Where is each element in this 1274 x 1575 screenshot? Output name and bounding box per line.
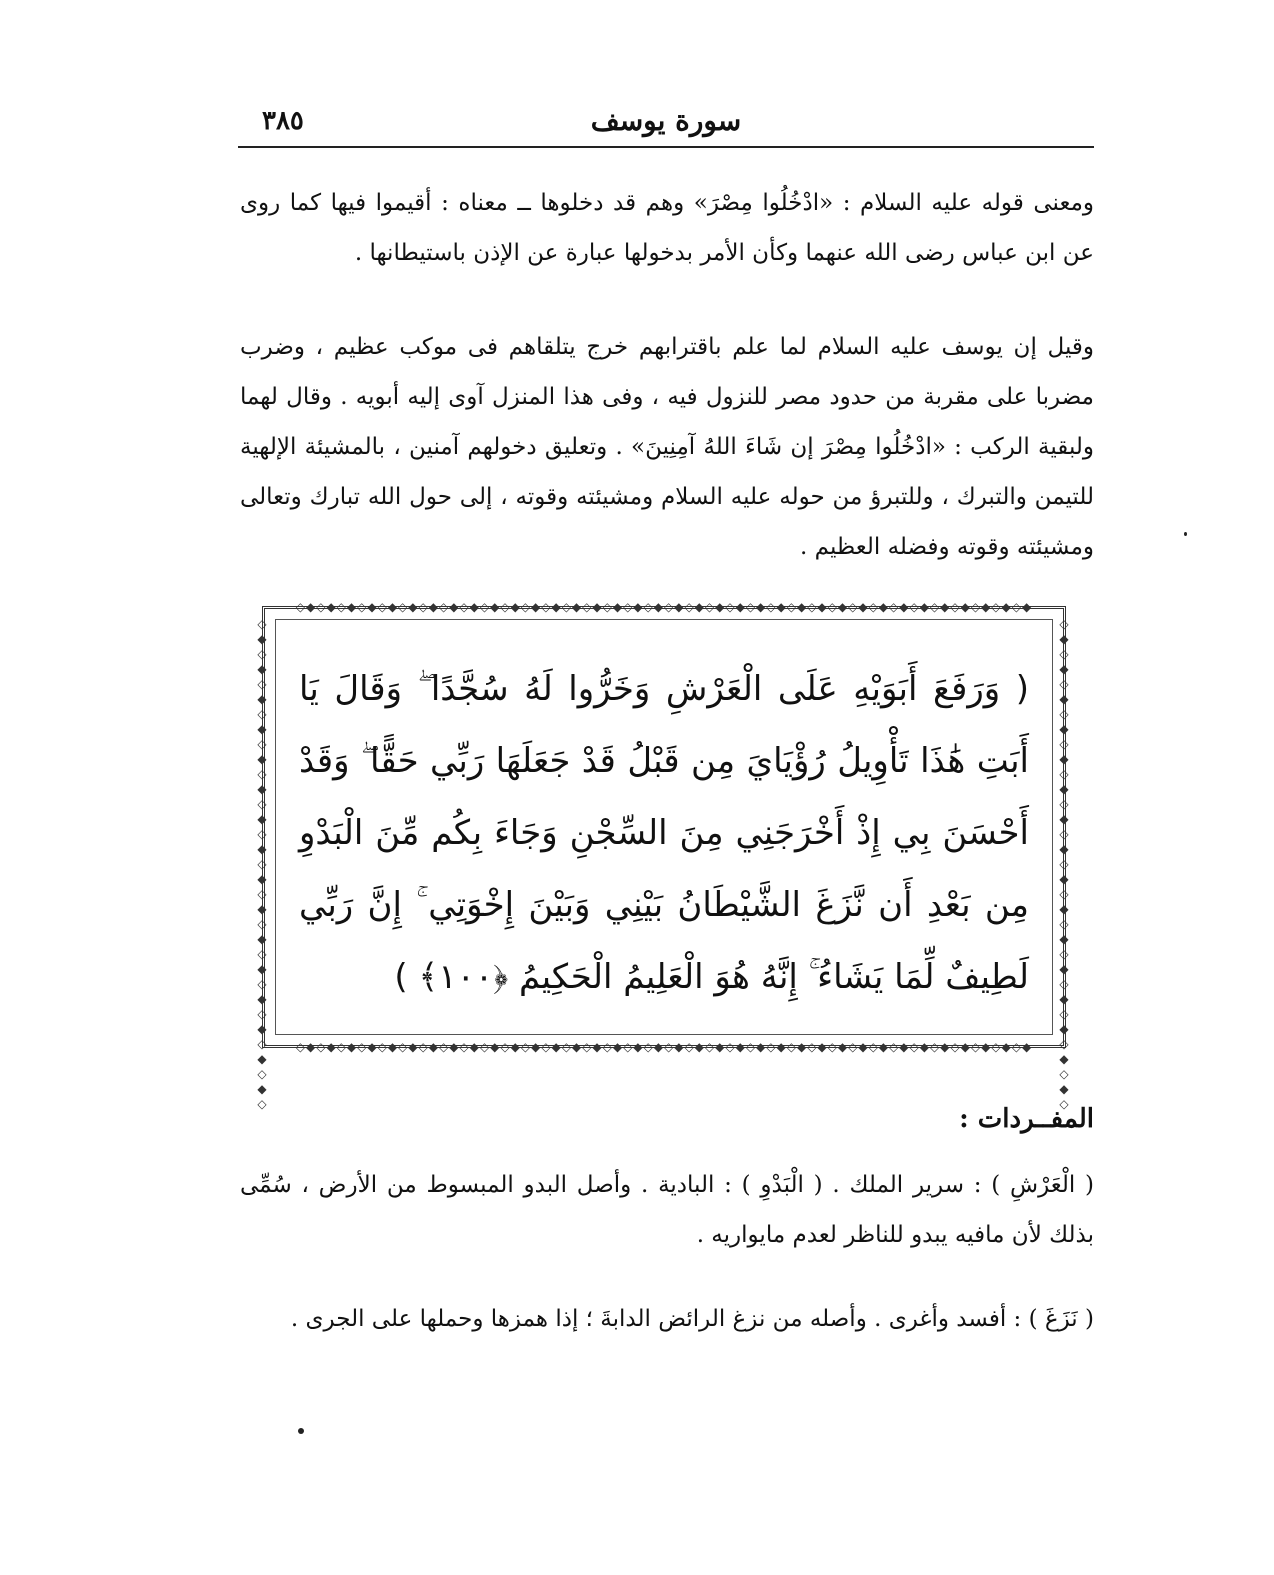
scan-speck [298, 1428, 304, 1434]
page-header [238, 100, 1094, 146]
surah-title: سورة يوسف [590, 104, 742, 137]
frame-ornament-top: ◇◆◇◆◇◆◇◆◇◆◇◆◇◆◇◆◇◆◇◆◇◆◇◆◇◆◇◆◇◆◇◆◇◆◇◆◇◆◇◆◇◆◇◆◇◆◇◆◇◆◇◆◇◆◇◆◇◆◇◆◇◆◇◆◇◆◇◆◇◆◇◆ [295, 600, 1033, 614]
scan-speck [1184, 532, 1187, 536]
verse-frame [255, 600, 1071, 1112]
header-rule [238, 146, 1094, 148]
vocabulary-entry-nazagha: ( نَزَغَ ) : أفسد وأغرى . وأصله من نزغ الرائض الدابةَ ؛ إذا همزها وحملها على الجرى . [290, 1306, 1094, 1332]
frame-ornament-left: ◇◆◇◆◇◆◇◆◇◆◇◆◇◆◇◆◇◆◇◆◇◆◇◆◇◆◇◆◇◆◇◆◇ [255, 617, 269, 1112]
page-number: ٣٨٥ [262, 106, 304, 136]
vocabulary-entry-arsh-badw: ( الْعَرْشِ ) : سرير الملك . ( الْبَدْوِ ) : البادية . وأصل البدو المبسوط من الأرض ، سُمِّى بذلك لأن مافيه يبدو للناظر لعدم مايواريه . [240, 1172, 1094, 1248]
quran-verse: ( وَرَفَعَ أَبَوَيْهِ عَلَى الْعَرْشِ وَخَرُّوا لَهُ سُجَّدًا ۖ وَقَالَ يَا أَبَتِ هَٰذَا تَأْوِيلُ رُؤْيَايَ مِن قَبْلُ قَدْ جَعَلَهَا رَبِّي حَقًّا ۖ وَقَدْ أَحْسَنَ بِي إِذْ أَخْرَجَنِي مِنَ السِّجْنِ وَجَاءَ بِكُم مِّنَ الْبَدْوِ مِن بَعْدِ أَن نَّزَغَ الشَّيْطَانُ بَيْنِي وَبَيْنَ إِخْوَتِي ۚ إِنَّ رَبِّي لَطِيفٌ لِّمَا يَشَاءُ ۚ إِنَّهُ هُوَ الْعَلِيمُ الْحَكِيمُ ﴿١٠٠﴾ ) [299, 669, 1029, 997]
frame-ornament-right: ◇◆◇◆◇◆◇◆◇◆◇◆◇◆◇◆◇◆◇◆◇◆◇◆◇◆◇◆◇◆◇◆◇ [1057, 617, 1071, 1112]
vocabulary-heading: المفــردات : [959, 1104, 1094, 1134]
paragraph-meaning-enter-egypt: ومعنى قوله عليه السلام : «ادْخُلُوا مِصْرَ» وهم قد دخلوها ــ معناه : أقيموا فيها كما روى عن ابن عباس رضى الله عنهما وكأن الأمر بدخولها عبارة عن الإذن باستيطانها . [240, 190, 1094, 266]
frame-ornament-bottom: ◇◆◇◆◇◆◇◆◇◆◇◆◇◆◇◆◇◆◇◆◇◆◇◆◇◆◇◆◇◆◇◆◇◆◇◆◇◆◇◆◇◆◇◆◇◆◇◆◇◆◇◆◇◆◇◆◇◆◇◆◇◆◇◆◇◆◇◆◇◆◇◆ [295, 1040, 1033, 1054]
paragraph-reception-of-family: وقيل إن يوسف عليه السلام لما علم باقترابهم خرج يتلقاهم فى موكب عظيم ، وضرب مضربا على مقربة من حدود مصر للنزول فيه ، وفى هذا المنزل آوى إليه أبويه . وقال لهما ولبقية الركب : «ادْخُلُوا مِصْرَ إن شَاءَ اللهُ آمِنِينَ» . وتعليق دخولهم آمنين ، بالمشيئة الإلهية للتيمن والتبرك ، وللتبرؤ من حوله عليه السلام ومشيئته وقوته ، إلى حول الله تبارك وتعالى ومشيئته وقوته وفضله العظيم . [240, 334, 1094, 560]
